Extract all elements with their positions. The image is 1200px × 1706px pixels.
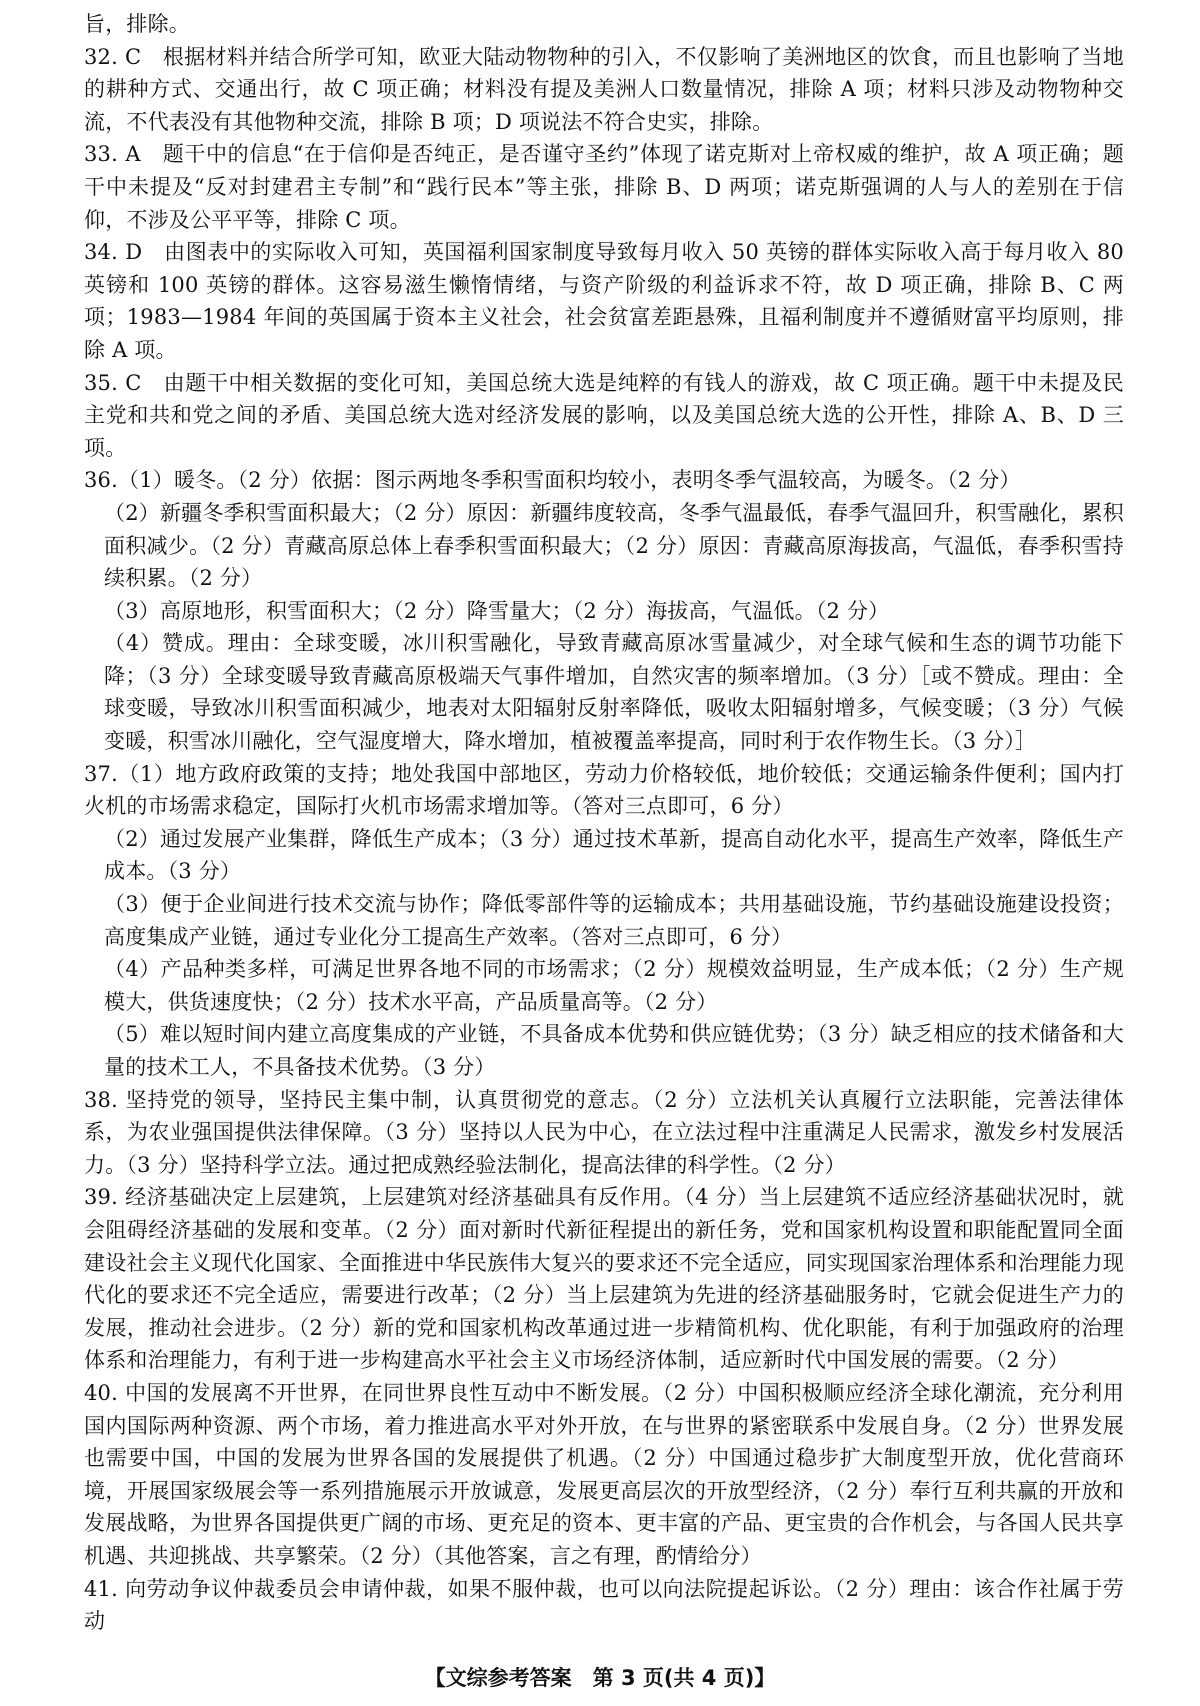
answer-paragraph-p38: 38. 坚持党的领导，坚持民主集中制，认真贯彻党的意志。（2 分）立法机关认真履行立法职能，完善法律体系，为农业强国提供法律保障。（3 分）坚持以人民为中心，在立法过程中注重满足人民需求，激发乡村发展活力。（3 分）坚持科学立法。通过把成熟经验法制化，提高法律的科学性。（2 分） <box>84 1087 1124 1177</box>
answer-paragraph-p37-3: （3）便于企业间进行技术交流与协作；降低零部件等的运输成本；共用基础设施，节约基础设施建设投资；高度集成产业链，通过专业化分工提高生产效率。（答对三点即可，6 分） <box>104 892 1124 949</box>
answer-paragraph-p37-4: （4）产品种类多样，可满足世界各地不同的市场需求；（2 分）规模效益明显，生产成本低；（2 分）生产规模大，供货速度快；（2 分）技术水平高，产品质量高等。（2 分） <box>104 957 1124 1014</box>
answer-paragraph-p37-5: （5）难以短时间内建立高度集成的产业链，不具备成本优势和供应链优势；（3 分）缺乏相应的技术储备和大量的技术工人，不具备技术优势。（3 分） <box>104 1022 1124 1079</box>
answer-content <box>84 8 1124 1638</box>
answer-paragraph-p33: 33. A 题干中的信息“在于信仰是否纯正，是否谨守圣约”体现了诺克斯对上帝权威的维护，故 A 项正确；题干中未提及“反对封建君主专制”和“践行民本”等主张，排除 B、D 两项；诺克斯强调的人与人的差别在于信仰，不涉及公平平等，排除 C 项。 <box>84 142 1124 232</box>
answer-paragraph-p41: 41. 向劳动争议仲裁委员会申请仲裁，如果不服仲裁，也可以向法院提起诉讼。（2 分）理由：该合作社属于劳动 <box>84 1576 1124 1634</box>
answer-paragraph-p36-3: （3）高原地形，积雪面积大；（2 分）降雪量大；（2 分）海拔高，气温低。（2 分） <box>104 598 890 623</box>
answer-paragraph-p36-2: （2）新疆冬季积雪面积最大；（2 分）原因：新疆纬度较高，冬季气温最低，春季气温回升，积雪融化，累积面积减少。（2 分）青藏高原总体上春季积雪面积最大；（2 分）原因：青藏高原海拔高，气温低，春季积雪持续积累。（2 分） <box>104 500 1124 591</box>
answer-paragraph-p36-4: （4）赞成。理由：全球变暖，冰川积雪融化，导致青藏高原冰雪量减少，对全球气候和生态的调节功能下降；（3 分）全球变暖导致青藏高原极端天气事件增加，自然灾害的频率增加。（3 分）［或不赞成。理由：全球变暖，导致冰川积雪面积减少，地表对太阳辐射反射率降低，吸收太阳辐射增多，气候变暖；（3 分）气候变暖，积雪冰川融化，空气湿度增大，降水增加，植被覆盖率提高，同时利于农作物生长。（3 分）］ <box>104 631 1124 754</box>
answer-paragraph-p32: 32. C 根据材料并结合所学可知，欧亚大陆动物物种的引入，不仅影响了美洲地区的饮食，而且也影响了当地的耕种方式、交通出行，故 C 项正确；材料没有提及美洲人口数量情况，排除 A 项；材料只涉及动物物种交流，不代表没有其他物种交流，排除 B 项；D 项说法不符合史实，排除。 <box>84 44 1124 134</box>
answer-paragraph-p37-1: 37.（1）地方政府政策的支持；地处我国中部地区，劳动力价格较低，地价较低；交通运输条件便利；国内打火机的市场需求稳定，国际打火机市场需求增加等。（答对三点即可，6 分） <box>84 761 1124 819</box>
answer-paragraph-p31-tail: 旨，排除。 <box>84 12 190 36</box>
answer-paragraph-p40: 40. 中国的发展离不开世界，在同世界良性互动中不断发展。（2 分）中国积极顺应经济全球化潮流，充分利用国内国际两种资源、两个市场，着力推进高水平对外开放，在与世界的紧密联系中发展自身。（2 分）世界发展也需要中国，中国的发展为世界各国的发展提供了机遇。（2 分）中国通过稳步扩大制度型开放，优化营商环境，开展国家级展会等一系列措施展示开放诚意，发展更高层次的开放型经济，（2 分）奉行互利共赢的开放和发展战略，为世界各国提供更广阔的市场、更充足的资本、更丰富的产品、更宝贵的合作机会，与各国人民共享机遇、共迎挑战、共享繁荣。（2 分）（其他答案，言之有理，酌情给分） <box>84 1380 1124 1568</box>
answer-paragraph-p35: 35. C 由题干中相关数据的变化可知，美国总统大选是纯粹的有钱人的游戏，故 C 项正确。题干中未提及民主党和共和党之间的矛盾、美国总统大选对经济发展的影响，以及美国总统大选的公开性，排除 A、B、D 三项。 <box>84 370 1124 460</box>
page-footer: 【文综参考答案 第 3 页(共 4 页)】 <box>424 1666 776 1690</box>
answer-paragraph-p39: 39. 经济基础决定上层建筑，上层建筑对经济基础具有反作用。（4 分）当上层建筑不适应经济基础状况时，就会阻碍经济基础的发展和变革。（2 分）面对新时代新征程提出的新任务，党和国家机构设置和职能配置同全面建设社会主义现代化国家、全面推进中华民族伟大复兴的要求还不完全适应，同实现国家治理体系和治理能力现代化的要求还不完全适应，需要进行改革；（2 分）当上层建筑为先进的经济基础服务时，它就会促进生产力的发展，推动社会进步。（2 分）新的党和国家机构改革通过进一步精简机构、优化职能，有利于加强政府的治理体系和治理能力，有利于进一步构建高水平社会主义市场经济体制，适应新时代中国发展的需要。（2 分） <box>84 1185 1124 1373</box>
answer-paragraph-p37-2: （2）通过发展产业集群，降低生产成本；（3 分）通过技术革新，提高自动化水平，提高生产效率，降低生产成本。（3 分） <box>104 826 1124 884</box>
answer-paragraph-p34: 34. D 由图表中的实际收入可知，英国福利国家制度导致每月收入 50 英镑的群体实际收入高于每月收入 80 英镑和 100 英镑的群体。这容易滋生懒惰情绪，与资产阶级的利益诉求不符，故 D 项正确，排除 B、C 两项；1983—1984 年间的英国属于资本主义社会，社会贫富差距悬殊，且福利制度并不遵循财富平均原则，排除 A 项。 <box>84 240 1124 362</box>
answer-paragraph-p36-1: 36.（1）暖冬。（2 分）依据：图示两地冬季积雪面积均较小，表明冬季气温较高，为暖冬。（2 分） <box>84 468 1021 493</box>
